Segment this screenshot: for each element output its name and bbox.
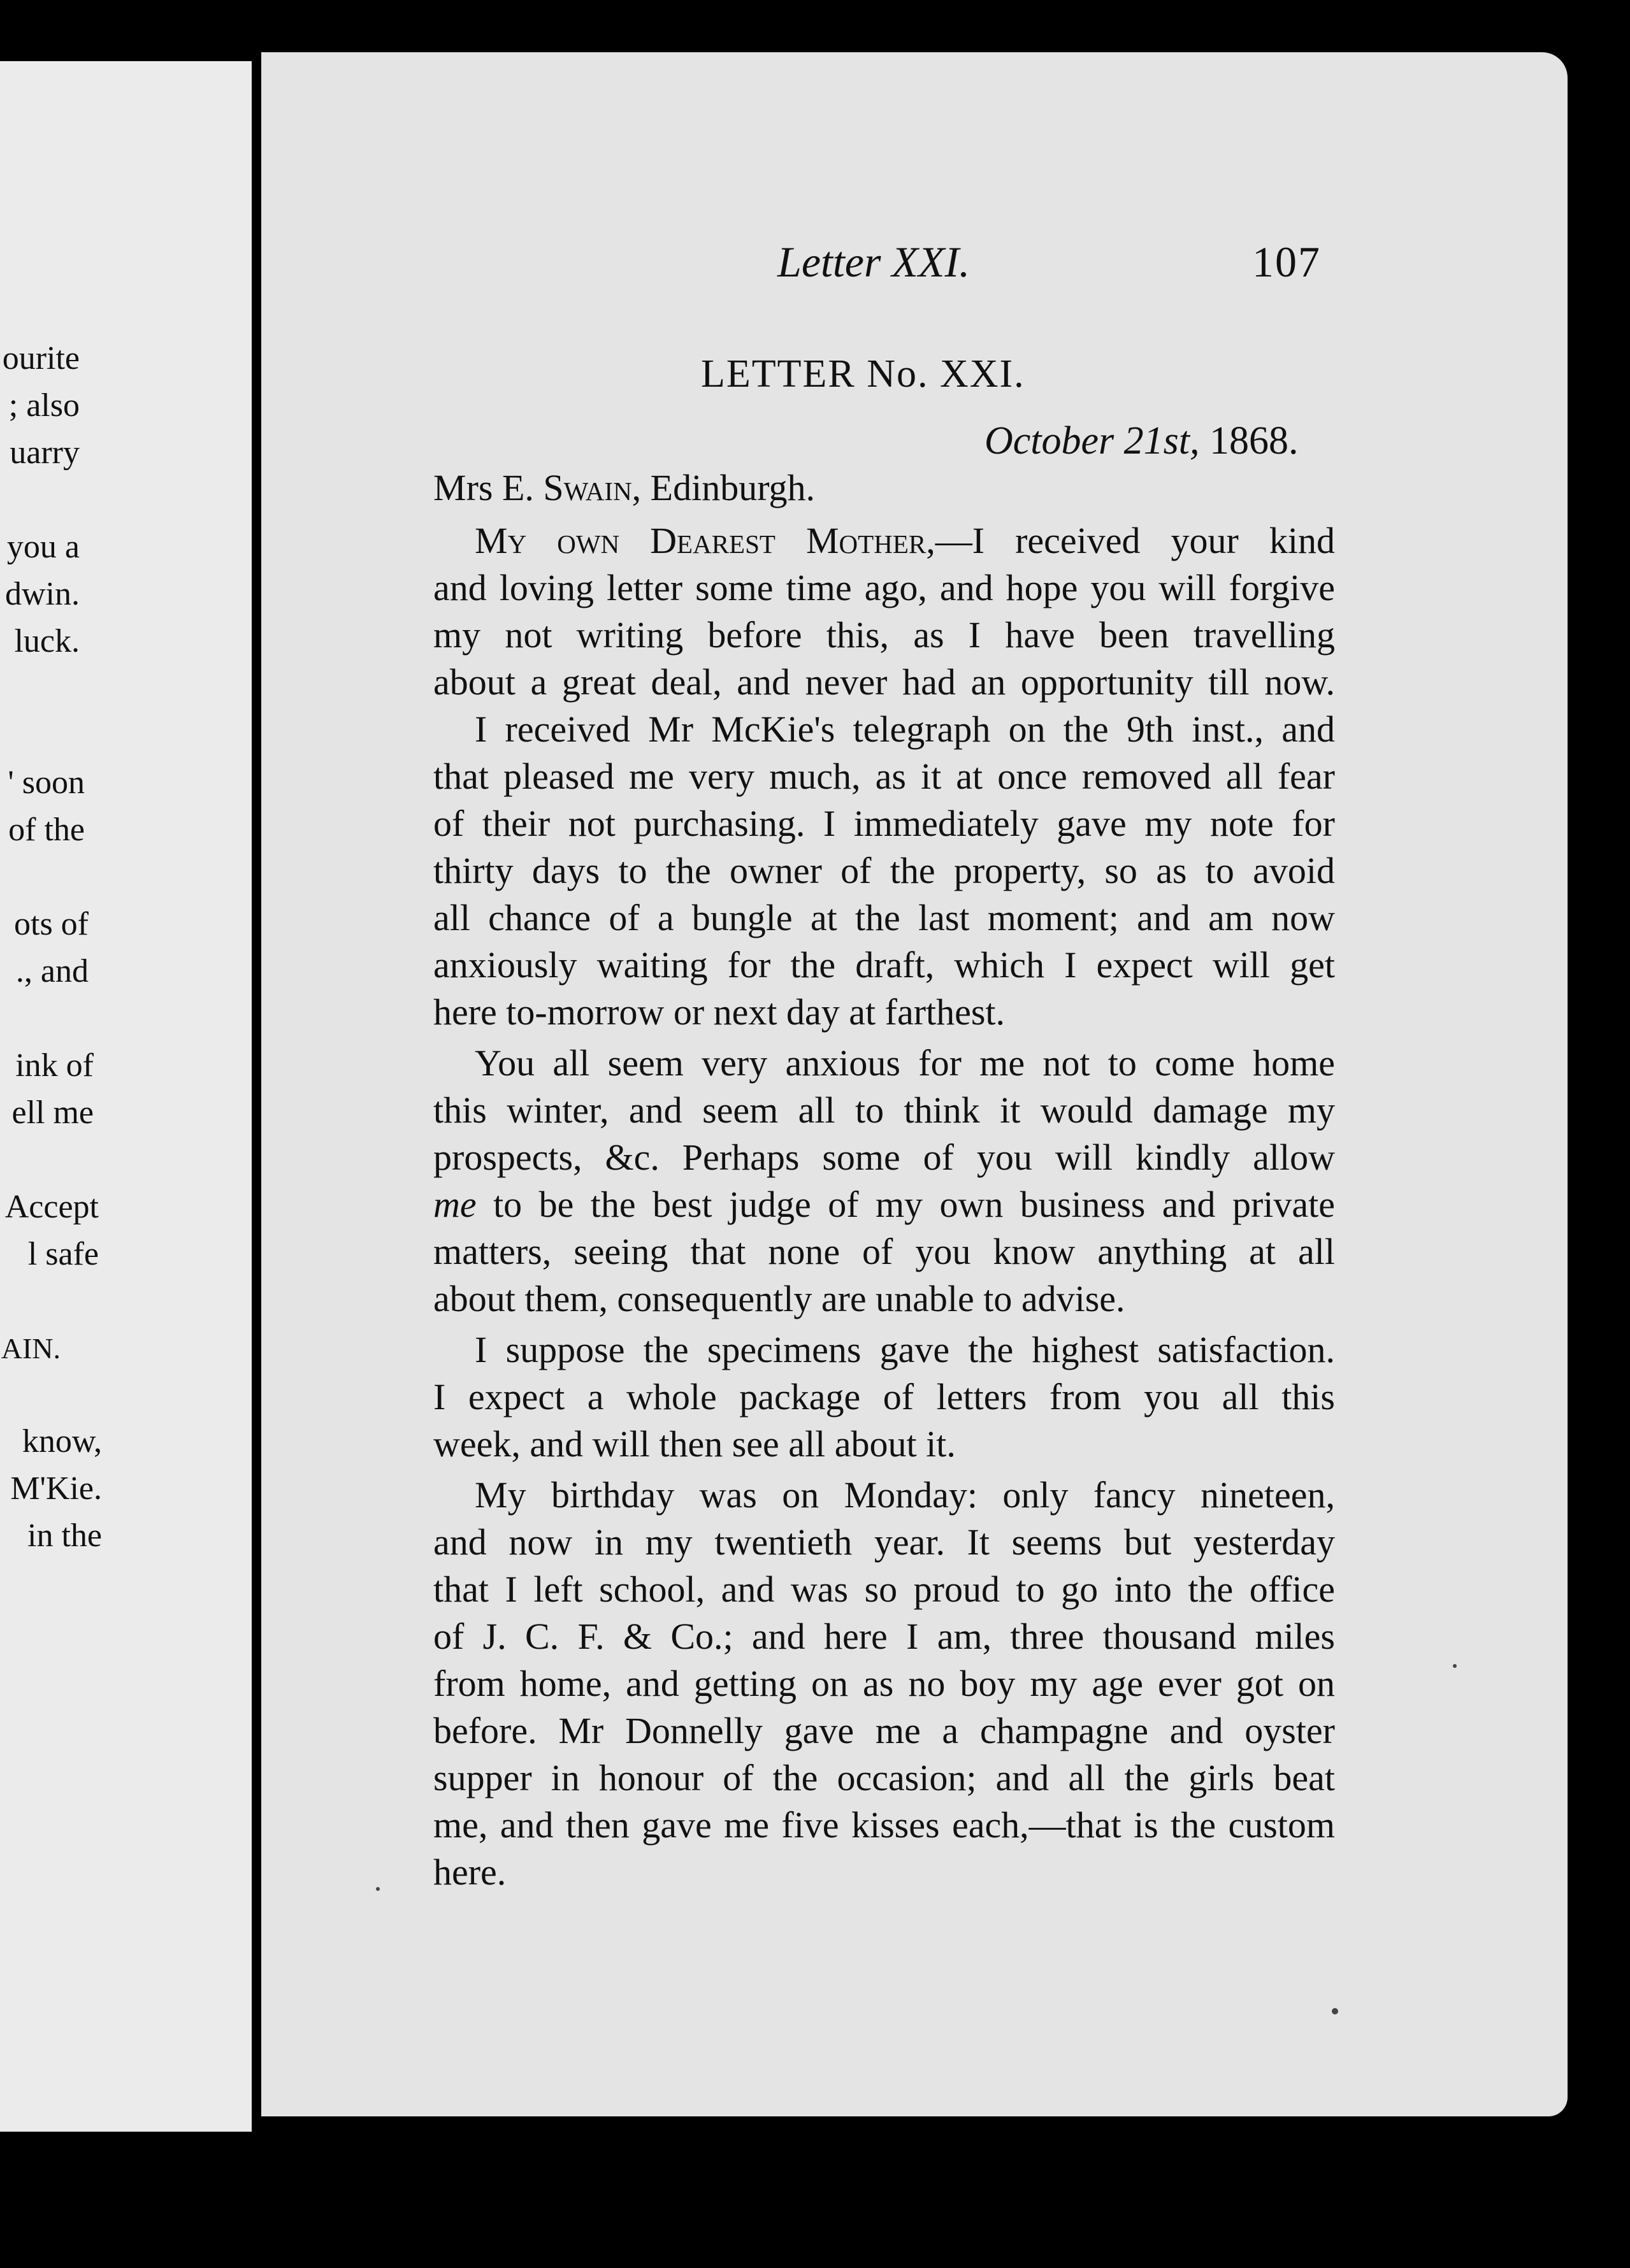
opening-words: My own Dearest Mother, bbox=[475, 520, 935, 561]
facing-line: know, bbox=[22, 1423, 102, 1460]
facing-page-fragment bbox=[0, 61, 252, 2132]
body-line: of J. C. F. & Co.; and here I am, three thousand miles bbox=[433, 1616, 1335, 1657]
facing-line: luck. bbox=[14, 623, 80, 659]
body-line: thirty days to the owner of the property, so as to avoid bbox=[433, 850, 1335, 891]
body-line: that pleased me very much, as it at once removed all fear bbox=[433, 756, 1335, 797]
body-line: I received Mr McKie's telegraph on the 9th inst., and bbox=[475, 708, 1335, 750]
line-text: to be the best judge of my own business and private bbox=[476, 1184, 1335, 1225]
body-line: I suppose the specimens gave the highest satisfaction. bbox=[475, 1329, 1335, 1370]
date-year: 1868. bbox=[1209, 419, 1299, 463]
addressee-name: Swain, bbox=[543, 467, 642, 508]
body-line: me, and then gave me five kisses each,—that is the custom bbox=[433, 1804, 1335, 1846]
facing-line: in the bbox=[27, 1518, 102, 1554]
letter-heading: LETTER No. XXI. bbox=[701, 352, 1025, 396]
body-line: about them, consequently are unable to advise. bbox=[433, 1278, 1125, 1319]
paper-speck bbox=[1332, 2008, 1338, 2014]
body-line: You all seem very anxious for me not to come home bbox=[475, 1042, 1335, 1084]
body-line: anxiously waiting for the draft, which I expect will get bbox=[433, 944, 1335, 986]
facing-line: of the bbox=[8, 812, 85, 848]
paper-speck bbox=[376, 1887, 380, 1891]
date-month: October bbox=[984, 419, 1114, 463]
facing-line: AIN. bbox=[1, 1332, 61, 1365]
body-line: here to-morrow or next day at farthest. bbox=[433, 991, 1006, 1033]
facing-line: ourite bbox=[2, 340, 80, 377]
body-line bbox=[433, 1181, 1335, 1228]
emphasis-word: me bbox=[433, 1184, 477, 1225]
facing-line: ' soon bbox=[8, 764, 85, 801]
body-line: matters, seeing that none of you know anything at all bbox=[433, 1231, 1335, 1272]
body-line bbox=[433, 517, 1335, 564]
body-line: here. bbox=[433, 1851, 507, 1893]
facing-line: M'Kie. bbox=[10, 1470, 102, 1507]
body-line: before. Mr Donnelly gave me a champagne and oyster bbox=[433, 1710, 1335, 1751]
body-line: I expect a whole package of letters from you all this bbox=[433, 1376, 1335, 1418]
addressee-place: Edinburgh. bbox=[650, 467, 815, 508]
running-title: Letter XXI. bbox=[777, 238, 970, 286]
facing-line: ink of bbox=[15, 1047, 94, 1084]
body-line: from home, and getting on as no boy my age ever got on bbox=[433, 1663, 1335, 1704]
addressee-title: Mrs E. bbox=[433, 467, 534, 508]
book-page bbox=[261, 52, 1568, 2116]
facing-line: ., and bbox=[15, 953, 89, 989]
facing-line: l safe bbox=[27, 1236, 99, 1272]
body-line: supper in honour of the occasion; and all the girls beat bbox=[433, 1757, 1335, 1798]
facing-line: you a bbox=[6, 529, 80, 565]
facing-line: ; also bbox=[8, 387, 80, 424]
body-line: My birthday was on Monday: only fancy nineteen, bbox=[475, 1474, 1335, 1516]
line-text: —I received your kind bbox=[935, 520, 1335, 561]
page-number: 107 bbox=[1252, 238, 1321, 286]
paper-speck bbox=[1453, 1664, 1457, 1668]
body-line: that I left school, and was so proud to go into the office bbox=[433, 1568, 1335, 1610]
body-line: and loving letter some time ago, and hope you will forgive bbox=[433, 567, 1335, 608]
date-day: 21st, bbox=[1123, 419, 1200, 463]
facing-line: uarry bbox=[10, 434, 80, 471]
addressee bbox=[433, 466, 815, 509]
facing-line: ots of bbox=[14, 906, 89, 942]
facing-line: ell me bbox=[11, 1095, 94, 1131]
body-line: week, and will then see all about it. bbox=[433, 1423, 956, 1465]
body-line: my not writing before this, as I have been travelling bbox=[433, 614, 1335, 656]
facing-line: dwin. bbox=[5, 576, 80, 612]
dateline bbox=[984, 419, 1299, 464]
body-line: this winter, and seem all to think it would damage my bbox=[433, 1089, 1335, 1131]
facing-line: Accept bbox=[4, 1189, 99, 1225]
body-line: and now in my twentieth year. It seems but yesterday bbox=[433, 1521, 1335, 1563]
body-line: about a great deal, and never had an opportunity till now. bbox=[433, 661, 1335, 703]
body-line: prospects, &c. Perhaps some of you will kindly allow bbox=[433, 1137, 1335, 1178]
body-line: all chance of a bungle at the last moment; and am now bbox=[433, 897, 1335, 938]
body-line: of their not purchasing. I immediately gave my note for bbox=[433, 803, 1335, 844]
